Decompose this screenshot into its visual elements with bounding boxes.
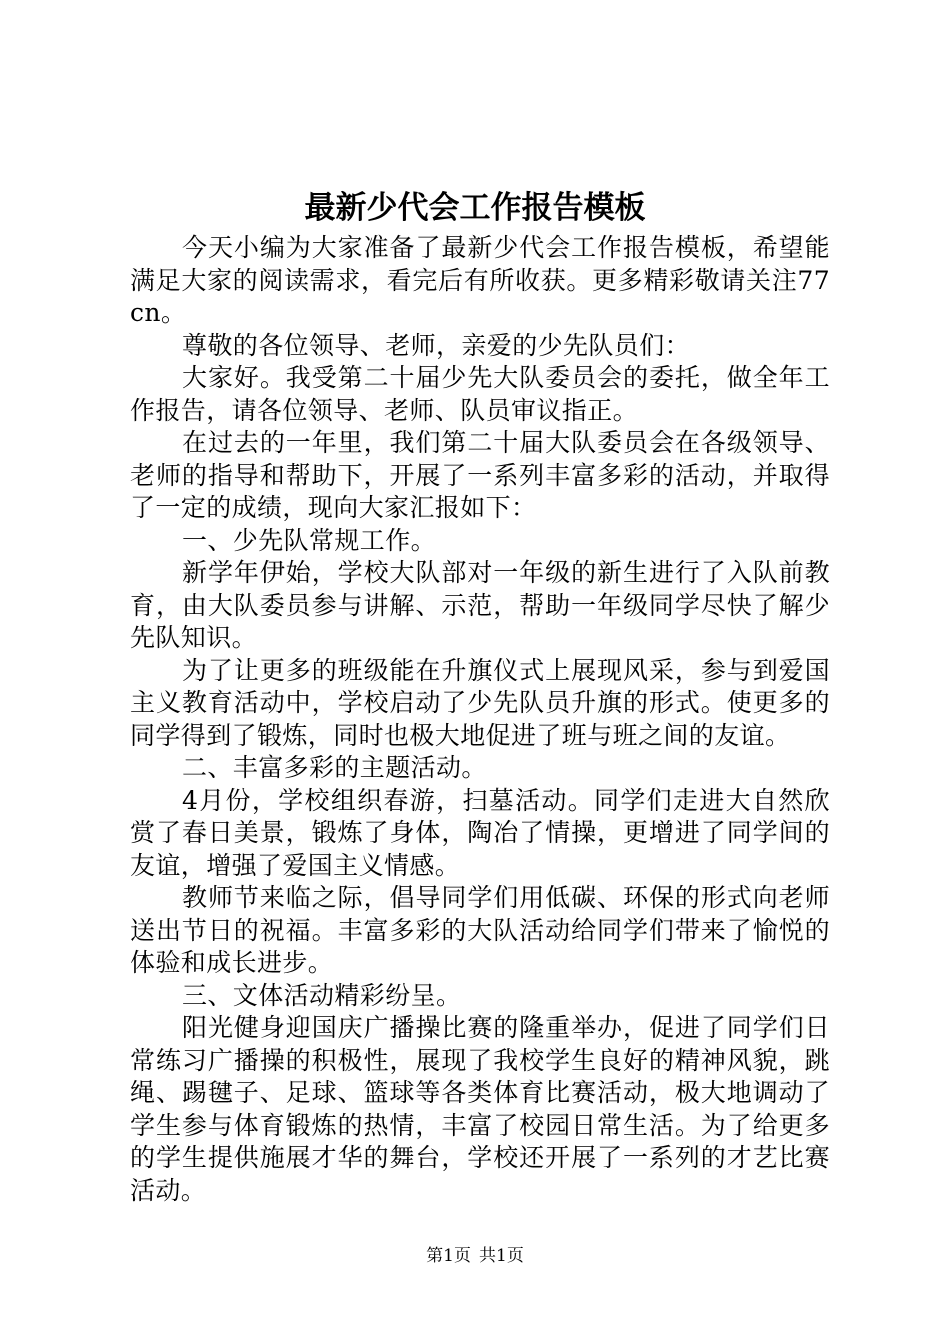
paragraph-section-1a: 新学年伊始，学校大队部对一年级的新生进行了入队前教育，由大队委员参与讲解、示范，帮助一年级同学尽快了解少先队知识。 (130, 558, 830, 652)
paragraph-section-3a: 阳光健身迎国庆广播操比赛的隆重举办，促进了同学们日常练习广播操的积极性，展现了我校学生良好的精神风貌，跳绳、踢毽子、足球、篮球等各类体育比赛活动，极大地调动了学生参与体育锻炼的热情，丰富了校园日常生活。为了给更多的学生提供施展才华的舞台，学校还开展了一系列的才艺比赛活动。 (130, 1013, 830, 1205)
page-number: 第1页 (426, 1246, 471, 1266)
page-footer (0, 1245, 950, 1267)
section-heading-2: 二、丰富多彩的主题活动。 (182, 753, 487, 782)
paragraph-salutation: 尊敬的各位领导、老师，亲爱的少先队员们： (182, 330, 691, 360)
document-body (130, 232, 830, 1207)
document-title: 最新少代会工作报告模板 (304, 190, 646, 226)
paragraph-summary: 在过去的一年里，我们第二十届大队委员会在各级领导、老师的指导和帮助下，开展了一系列丰富多彩的活动，并取得了一定的成绩，现向大家汇报如下： (130, 428, 830, 522)
paragraph-section-2b: 教师节来临之际，倡导同学们用低碳、环保的形式向老师送出节日的祝福。丰富多彩的大队活动给同学们带来了愉悦的体验和成长进步。 (130, 883, 830, 977)
paragraph-intro: 今天小编为大家准备了最新少代会工作报告模板，希望能满足大家的阅读需求，看完后有所收获。更多精彩敬请关注77cn。 (130, 233, 830, 327)
section-heading-1: 一、少先队常规工作。 (182, 525, 437, 555)
section-heading-3: 三、文体活动精彩纷呈。 (182, 980, 462, 1010)
page-total: 共1页 (479, 1246, 524, 1266)
paragraph-section-2a: 4月份，学校组织春游，扫墓活动。同学们走进大自然欣赏了春日美景，锻炼了身体，陶冶了情操，更增进了同学间的友谊，增强了爱国主义情感。 (130, 785, 830, 880)
paragraph-section-1b: 为了让更多的班级能在升旗仪式上展现风采，参与到爱国主义教育活动中，学校启动了少先队员升旗的形式。使更多的同学得到了锻炼，同时也极大地促进了班与班之间的友谊。 (130, 655, 830, 750)
paragraph-greeting: 大家好。我受第二十届少先大队委员会的委托，做全年工作报告，请各位领导、老师、队员审议指正。 (130, 363, 830, 425)
